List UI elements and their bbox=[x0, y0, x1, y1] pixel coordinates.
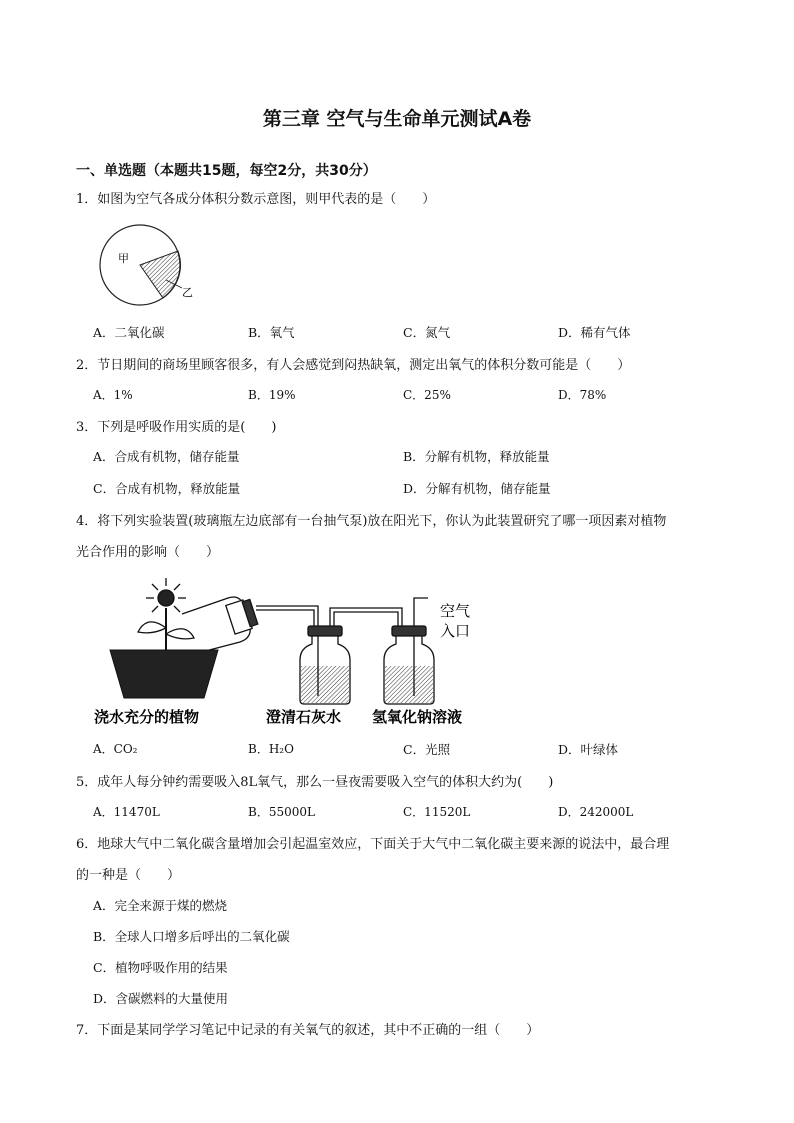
q3-option-a: A．合成有机物，储存能量 bbox=[93, 449, 240, 464]
q2-option-c: C．25% bbox=[403, 388, 451, 402]
q1-option-d: D．稀有气体 bbox=[558, 325, 631, 340]
question-7-stem: 7．下面是某同学学习笔记中记录的有关氧气的叙述，其中不正确的一组（ ） bbox=[76, 1023, 540, 1038]
limewater-bottle-icon bbox=[300, 626, 350, 704]
question-6-stem-line1: 6．地球大气中二氧化碳含量增加会引起温室效应，下面关于大气中二氧化碳主要来源的说法中，最合理 bbox=[76, 837, 670, 852]
section-heading: 一、单选题（本题共15题，每空2分，共30分） bbox=[76, 163, 377, 179]
connecting-tubes bbox=[256, 598, 428, 626]
question-6-stem-line2: 的一种是（ ） bbox=[76, 868, 181, 883]
q6-option-c: C．植物呼吸作用的结果 bbox=[93, 960, 228, 975]
q1-option-c: C．氮气 bbox=[403, 325, 451, 340]
q4-option-d: D．叶绿体 bbox=[558, 742, 619, 757]
q1-option-a: A．二氧化碳 bbox=[93, 325, 165, 340]
naoh-bottle-icon bbox=[384, 626, 434, 704]
q4-option-b: B．H₂O bbox=[248, 742, 294, 756]
air-inlet-label-2: 入口 bbox=[440, 622, 471, 640]
limewater-label: 澄清石灰水 bbox=[266, 708, 342, 726]
q1-option-b: B．氧气 bbox=[248, 325, 295, 340]
air-inlet-label-1: 空气 bbox=[440, 602, 471, 620]
question-5-stem: 5．成年人每分钟约需要吸入8L氧气，那么一昼夜需要吸入空气的体积大约为( ) bbox=[76, 775, 554, 790]
pie-label-a: 甲 bbox=[118, 252, 129, 265]
q4-option-c: C．光照 bbox=[403, 742, 451, 757]
question-4-stem-line1: 4．将下列实验装置(玻璃瓶左边底部有一台抽气泵)放在阳光下，你认为此装置研究了哪一项因素对植物 bbox=[76, 514, 667, 529]
glass-jar-icon bbox=[182, 597, 258, 654]
photosynthesis-apparatus-figure bbox=[90, 568, 490, 732]
question-1-stem: 1．如图为空气各成分体积分数示意图，则甲代表的是（ ） bbox=[76, 192, 436, 207]
q6-option-a: A．完全来源于煤的燃烧 bbox=[93, 898, 228, 913]
q3-option-b: B．分解有机物，释放能量 bbox=[403, 449, 550, 464]
q3-option-c: C．合成有机物，释放能量 bbox=[93, 481, 241, 496]
q5-option-b: B．55000L bbox=[248, 805, 315, 819]
q6-option-b: B．全球人口增多后呼出的二氧化碳 bbox=[93, 929, 290, 944]
q5-option-c: C．11520L bbox=[403, 805, 471, 819]
question-3-stem: 3．下列是呼吸作用实质的是( ) bbox=[76, 420, 277, 435]
q6-option-d: D．含碳燃料的大量使用 bbox=[93, 991, 229, 1006]
naoh-label: 氢氧化钠溶液 bbox=[372, 708, 463, 726]
q2-option-a: A．1% bbox=[93, 388, 133, 402]
plant-label: 浇水充分的植物 bbox=[94, 708, 200, 726]
q3-option-d: D．分解有机物，储存能量 bbox=[403, 481, 551, 496]
q2-option-b: B．19% bbox=[248, 388, 296, 402]
question-4-stem-line2: 光合作用的影响（ ） bbox=[76, 545, 220, 560]
page-title: 第三章 空气与生命单元测试A卷 bbox=[262, 108, 532, 130]
q5-option-d: D．242000L bbox=[558, 805, 634, 819]
q4-option-a: A．CO₂ bbox=[93, 742, 138, 756]
flower-pot-icon bbox=[110, 650, 218, 698]
flower-icon bbox=[138, 578, 194, 650]
air-composition-pie-figure bbox=[96, 218, 206, 318]
question-2-stem: 2．节日期间的商场里顾客很多，有人会感觉到闷热缺氧，测定出氧气的体积分数可能是（ ） bbox=[76, 358, 631, 373]
pie-label-b: 乙 bbox=[182, 286, 193, 299]
q5-option-a: A．11470L bbox=[93, 805, 160, 819]
q2-option-d: D．78% bbox=[558, 388, 607, 402]
